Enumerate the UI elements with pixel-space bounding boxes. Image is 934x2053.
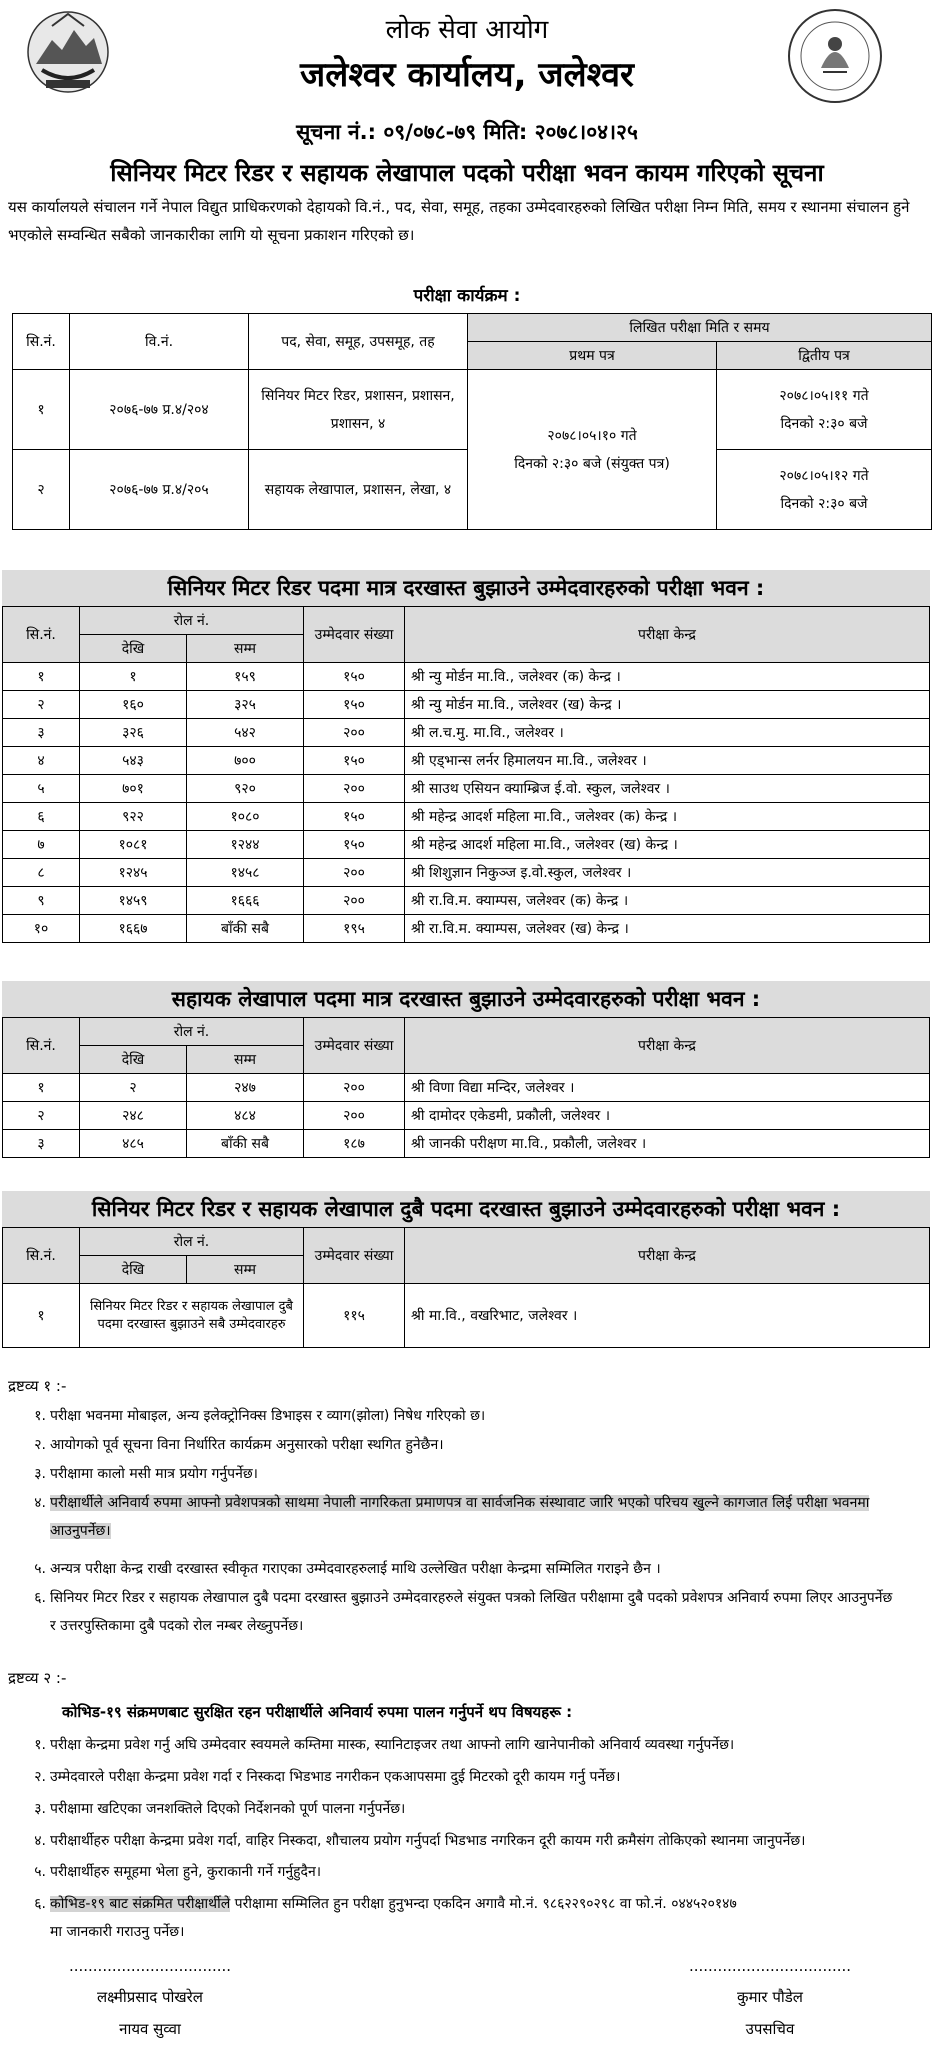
cell-center: श्री महेन्द्र आदर्श महिला मा.वि., जलेश्वर (क) केन्द्र । <box>405 803 930 831</box>
item-number: ३. <box>34 1466 46 1482</box>
cell-roll: सिनियर मिटर रिडर र सहायक लेखापाल दुबै पदमा दरखास्त बुझाउने सबै उम्मेदवारहरु <box>80 1284 304 1348</box>
cell-center: श्री महेन्द्र आदर्श महिला मा.वि., जलेश्वर (ख) केन्द्र । <box>405 831 930 859</box>
paper2-date: २०७८।०५।११ गते <box>779 387 869 404</box>
cell-count: २०० <box>304 887 405 915</box>
cell-paper1 <box>468 370 717 530</box>
cell-from: १२४५ <box>80 859 187 887</box>
cell-center: श्री शिशुज्ञान निकुञ्ज इ.वो.स्कुल, जलेश्वर । <box>405 859 930 887</box>
cell-center: श्री ल.च.मु. मा.वि., जलेश्वर । <box>405 719 930 747</box>
col-from: देखि <box>80 635 187 663</box>
cell-count: १५० <box>304 831 405 859</box>
item-number: २. <box>34 1437 46 1453</box>
paper2-date: २०७८।०५।१२ गते <box>779 467 869 484</box>
col-cand: उम्मेदवार संख्या <box>304 1018 405 1074</box>
list-item <box>34 1763 900 1791</box>
cell-sn: १ <box>3 663 80 691</box>
cell-center: श्री दामोदर एकेडमी, प्रकौली, जलेश्वर । <box>405 1102 930 1130</box>
col-sn: सि.नं. <box>3 607 80 663</box>
cell-from: ५४३ <box>80 747 187 775</box>
item-text: परीक्षार्थीले अनिवार्य रुपमा आफ्नो प्रवेशपत्रको साथमा नेपाली नागरिकता प्रमाणपत्र वा सार्वजनिक संस्थावाट जारि भएको परिचय खुल्ने कागजात लिई परीक्षा भवनमा आउनुपर्नेछ। <box>50 1495 870 1539</box>
section3-table <box>2 1227 930 1348</box>
list-item <box>34 1460 900 1488</box>
item-text: परीक्षा केन्द्रमा प्रवेश गर्नु अघि उम्मेदवार स्वयमले कम्तिमा मास्क, स्यानिटाइजर तथा आफ्नो लागि खानेपानीको अनिवार्य व्यवस्था गर्नुपर्नेछ। <box>50 1737 735 1753</box>
item6-text: परीक्षामा सम्मिलित हुन परीक्षा हुनुभन्दा एकदिन अगावै मो.नं. ९८६२२९०२९८ वा फो.नं. ०४४५२०१४७ <box>230 1896 737 1912</box>
cell-to: १६६६ <box>187 887 304 915</box>
col-paper2: द्वितीय पत्र <box>717 342 932 370</box>
paper1-date: २०७८।०५।१० गते <box>547 427 637 444</box>
list-item <box>34 1431 900 1459</box>
cell-sn: ७ <box>3 831 80 859</box>
schedule-table <box>12 313 932 530</box>
list-item <box>34 1555 900 1583</box>
list-item <box>34 1584 900 1640</box>
cell-count: २०० <box>304 1074 405 1102</box>
cell-count: २०० <box>304 1102 405 1130</box>
cell-paper2 <box>717 450 932 530</box>
item-number: १. <box>34 1737 46 1753</box>
col-to: सम्म <box>187 635 304 663</box>
item6-line2: मा जानकारी गराउनु पर्नेछ। <box>50 1924 185 1940</box>
section2-heading: सहायक लेखापाल पदमा मात्र दरखास्त बुझाउने उम्मेदवारहरुको परीक्षा भवन : <box>2 981 930 1017</box>
cell-count: २०० <box>304 775 405 803</box>
notice-number: सूचना नं.: ०९/०७८-७९ मिति: २०७८।०४।२५ <box>296 120 638 144</box>
cell-sn: १ <box>13 370 70 450</box>
item-text: परीक्षार्थीहरु परीक्षा केन्द्रमा प्रवेश गर्दा, वाहिर निस्कदा, शौचालय प्रयोग गर्नुपर्दा भिडभाड नगरिकन दूरी कायम गरी क्रमैसंग तोकिएको स्थानमा जानुपर्नेछ। <box>50 1833 806 1849</box>
item-number: ३. <box>34 1801 46 1817</box>
org-name: लोक सेवा आयोग <box>385 15 549 45</box>
notes1-heading: द्रष्टव्य १ :- <box>8 1377 67 1395</box>
cell-center: श्री विणा विद्या मन्दिर, जलेश्वर । <box>405 1074 930 1102</box>
cell-center: श्री रा.वि.म. क्याम्पस, जलेश्वर (क) केन्द्र । <box>405 887 930 915</box>
col-center: परीक्षा केन्द्र <box>405 1018 930 1074</box>
cell-sn: २ <box>13 450 70 530</box>
table-row <box>3 915 930 943</box>
table-row <box>3 831 930 859</box>
cell-post: सहायक लेखापाल, प्रशासन, लेखा, ४ <box>249 450 468 530</box>
cell-center: श्री न्यु मोर्डन मा.वि., जलेश्वर (क) केन्द्र । <box>405 663 930 691</box>
cell-adv: २०७६-७७ प्र.४/२०५ <box>70 450 249 530</box>
list-item <box>34 1890 900 1918</box>
notes2-subheading: कोभिड-१९ संक्रमणबाट सुरक्षित रहन परीक्षार्थीले अनिवार्य रुपमा पालन गर्नुपर्ने थप विषयहरू : <box>62 1703 573 1721</box>
cell-from: २४८ <box>80 1102 187 1130</box>
signature-line-left: .................................. <box>68 1957 232 1975</box>
list-item <box>34 1795 900 1823</box>
item-number: २. <box>34 1769 46 1785</box>
cell-count: २०० <box>304 859 405 887</box>
cell-to: २४७ <box>187 1074 304 1102</box>
cell-sn: ८ <box>3 859 80 887</box>
section2-table <box>2 1017 930 1158</box>
cell-to: ३२५ <box>187 691 304 719</box>
list-item <box>34 1489 900 1545</box>
item-text: आयोगको पूर्व सूचना विना निर्धारित कार्यक्रम अनुसारको परीक्षा स्थगित हुनेछैन। <box>50 1437 444 1453</box>
col-adv: वि.नं. <box>70 314 249 370</box>
list-item <box>34 1827 900 1855</box>
col-center: परीक्षा केन्द्र <box>405 607 930 663</box>
cell-center: श्री न्यु मोर्डन मा.वि., जलेश्वर (ख) केन्द्र । <box>405 691 930 719</box>
col-center: परीक्षा केन्द्र <box>405 1228 930 1284</box>
col-roll: रोल नं. <box>80 1228 304 1256</box>
item-number: ५. <box>34 1561 46 1577</box>
item-text: परीक्षार्थीहरु समूहमा भेला हुने, कुराकानी गर्ने गर्नुहुदैन। <box>50 1864 322 1880</box>
list-item <box>34 1731 900 1759</box>
paper2-time: दिनको २:३० बजे <box>780 495 868 512</box>
section1-table <box>2 606 930 943</box>
signatory-left-name: लक्ष्मीप्रसाद पोखरेल <box>97 1988 203 2006</box>
cell-count: ११५ <box>304 1284 405 1348</box>
cell-adv: २०७६-७७ प्र.४/२०४ <box>70 370 249 450</box>
section1-rows <box>3 663 930 943</box>
cell-from: १ <box>80 663 187 691</box>
cell-from: ९२२ <box>80 803 187 831</box>
cell-to: बाँकी सबै <box>187 1130 304 1158</box>
cell-count: १५० <box>304 663 405 691</box>
list-item <box>34 1402 900 1430</box>
cell-count: १५० <box>304 803 405 831</box>
cell-sn: ६ <box>3 803 80 831</box>
col-from: देखि <box>80 1046 187 1074</box>
cell-center: श्री मा.वि., वखरिभाट, जलेश्वर । <box>405 1284 930 1348</box>
signatory-right-name: कुमार पौडेल <box>737 1988 803 2006</box>
paper2-time: दिनको २:३० बजे <box>780 415 868 432</box>
col-post: पद, सेवा, समूह, उपसमूह, तह <box>249 314 468 370</box>
table-row <box>3 859 930 887</box>
signatory-left-title: नायव सुव्वा <box>119 2020 181 2038</box>
item6-highlight: कोभिड-१९ बाट संक्रमित परीक्षार्थीले <box>50 1896 231 1912</box>
table-row <box>3 887 930 915</box>
col-sn: सि.नं. <box>3 1018 80 1074</box>
cell-from: १६६७ <box>80 915 187 943</box>
cell-count: १८७ <box>304 1130 405 1158</box>
cell-to: ४८४ <box>187 1102 304 1130</box>
table-row <box>3 1074 930 1102</box>
intro-paragraph: यस कार्यालयले संचालन गर्ने नेपाल विद्युत प्राधिकरणको देहायको वि.नं., पद, सेवा, समूह, तहका उम्मेदवारहरुको लिखित परीक्षा निम्न मिति, समय र स्थानमा संचालन हुने भएकोले सम्वन्धित सबैको जानकारीका लागि यो सूचना प्रकाशन गरिएको छ। <box>8 198 910 244</box>
cell-center: श्री जानकी परीक्षण मा.वि., प्रकौली, जलेश्वर । <box>405 1130 930 1158</box>
col-paper1: प्रथम पत्र <box>468 342 717 370</box>
cell-sn: २ <box>3 691 80 719</box>
cell-count: २०० <box>304 719 405 747</box>
cell-to: बाँकी सबै <box>187 915 304 943</box>
col-to: सम्म <box>187 1256 304 1284</box>
col-cand: उम्मेदवार संख्या <box>304 607 405 663</box>
cell-post: सिनियर मिटर रिडर, प्रशासन, प्रशासन, प्रशासन, ४ <box>249 370 468 450</box>
schedule-heading: परीक्षा कार्यक्रम : <box>413 286 521 306</box>
table-row <box>3 803 930 831</box>
item-text: सिनियर मिटर रिडर र सहायक लेखापाल दुबै पदमा दरखास्त बुझाउने उम्मेदवारहरुले संयुक्त पत्रको लिखित परीक्षामा दुबै पदको प्रवेशपत्र अनिवार्य रुपमा लिएर आउनुपर्नेछ र उत्तरपुस्तिकामा दुबै पदको रोल नम्बर लेख्नुपर्नेछ। <box>50 1590 893 1634</box>
cell-to: १४५८ <box>187 859 304 887</box>
col-from: देखि <box>80 1256 187 1284</box>
table-row <box>3 663 930 691</box>
item-number: ४. <box>34 1833 46 1849</box>
cell-to: ९२० <box>187 775 304 803</box>
cell-from: ७०१ <box>80 775 187 803</box>
cell-count: १९५ <box>304 915 405 943</box>
cell-from: १०८१ <box>80 831 187 859</box>
notes2-heading: द्रष्टव्य २ :- <box>8 1669 67 1687</box>
col-written: लिखित परीक्षा मिति र समय <box>468 314 932 342</box>
cell-sn: ३ <box>3 1130 80 1158</box>
item-number: ४. <box>34 1495 46 1511</box>
cell-from: २ <box>80 1074 187 1102</box>
signatory-right-title: उपसचिव <box>745 2020 795 2038</box>
table-row <box>3 719 930 747</box>
col-roll: रोल नं. <box>80 1018 304 1046</box>
item-text: परीक्षा भवनमा मोबाइल, अन्य इलेक्ट्रोनिक्स डिभाइस र व्याग(झोला) निषेध गरिएको छ। <box>50 1408 486 1424</box>
table-row <box>3 747 930 775</box>
section2-rows <box>3 1074 930 1158</box>
item-text: परीक्षामा कालो मसी मात्र प्रयोग गर्नुपर्नेछ। <box>50 1466 258 1482</box>
cell-sn: १ <box>3 1284 80 1348</box>
list-item <box>34 1858 900 1886</box>
cell-sn: ९ <box>3 887 80 915</box>
item-text: अन्यत्र परीक्षा केन्द्र राखी दरखास्त स्वीकृत गराएका उम्मेदवारहरुलाई माथि उल्लेखित परीक्षा केन्द्रमा सम्मिलित गराइने छैन । <box>50 1561 661 1577</box>
item-number: ६. <box>34 1590 46 1606</box>
cell-center: श्री साउथ एसियन क्याम्ब्रिज ई.वो. स्कुल, जलेश्वर । <box>405 775 930 803</box>
cell-to: ५४२ <box>187 719 304 747</box>
cell-sn: १ <box>3 1074 80 1102</box>
table-row <box>3 775 930 803</box>
item-number: ५. <box>34 1864 46 1880</box>
cell-sn: ३ <box>3 719 80 747</box>
cell-sn: ५ <box>3 775 80 803</box>
cell-from: ४८५ <box>80 1130 187 1158</box>
table-row <box>3 1102 930 1130</box>
cell-center: श्री रा.वि.म. क्याम्पस, जलेश्वर (ख) केन्द्र । <box>405 915 930 943</box>
cell-from: ३२६ <box>80 719 187 747</box>
table-row <box>3 691 930 719</box>
table-row <box>3 1130 930 1158</box>
cell-to: ७०० <box>187 747 304 775</box>
cell-to: १५९ <box>187 663 304 691</box>
item-number: १. <box>34 1408 46 1424</box>
cell-count: १५० <box>304 747 405 775</box>
col-roll: रोल नं. <box>80 607 304 635</box>
item-text: परीक्षामा खटिएका जनशक्तिले दिएको निर्देशनको पूर्ण पालना गर्नुपर्नेछ। <box>50 1801 406 1817</box>
col-to: सम्म <box>187 1046 304 1074</box>
section3-heading: सिनियर मिटर रिडर र सहायक लेखापाल दुबै पदमा दरखास्त बुझाउने उम्मेदवारहरुको परीक्षा भवन : <box>2 1191 930 1227</box>
cell-to: १२४४ <box>187 831 304 859</box>
cell-sn: ४ <box>3 747 80 775</box>
office-name: जलेश्वर कार्यालय, जलेश्वर <box>300 55 634 95</box>
notice-title: सिनियर मिटर रिडर र सहायक लेखापाल पदको परीक्षा भवन कायम गरिएको सूचना <box>110 159 824 187</box>
cell-from: १६० <box>80 691 187 719</box>
cell-center: श्री एड्भान्स लर्नर हिमालयन मा.वि., जलेश्वर । <box>405 747 930 775</box>
col-sn: सि.नं. <box>13 314 70 370</box>
cell-sn: १० <box>3 915 80 943</box>
cell-from: १४५९ <box>80 887 187 915</box>
signature-line-right: .................................. <box>688 1957 852 1975</box>
item-number: ६. <box>34 1896 46 1912</box>
table-row <box>13 370 932 450</box>
table-row <box>3 1284 930 1348</box>
section1-heading: सिनियर मिटर रिडर पदमा मात्र दरखास्त बुझाउने उम्मेदवारहरुको परीक्षा भवन : <box>2 570 930 606</box>
cell-count: १५० <box>304 691 405 719</box>
cell-sn: २ <box>3 1102 80 1130</box>
cell-to: १०८० <box>187 803 304 831</box>
col-sn: सि.नं. <box>3 1228 80 1284</box>
col-cand: उम्मेदवार संख्या <box>304 1228 405 1284</box>
paper1-time: दिनको २:३० बजे (संयुक्त पत्र) <box>514 455 670 472</box>
cell-paper2 <box>717 370 932 450</box>
item-text: उम्मेदवारले परीक्षा केन्द्रमा प्रवेश गर्दा र निस्कदा भिडभाड नगरीकन एकआपसमा दुई मिटरको दूरी कायम गर्नु पर्नेछ। <box>50 1769 621 1785</box>
